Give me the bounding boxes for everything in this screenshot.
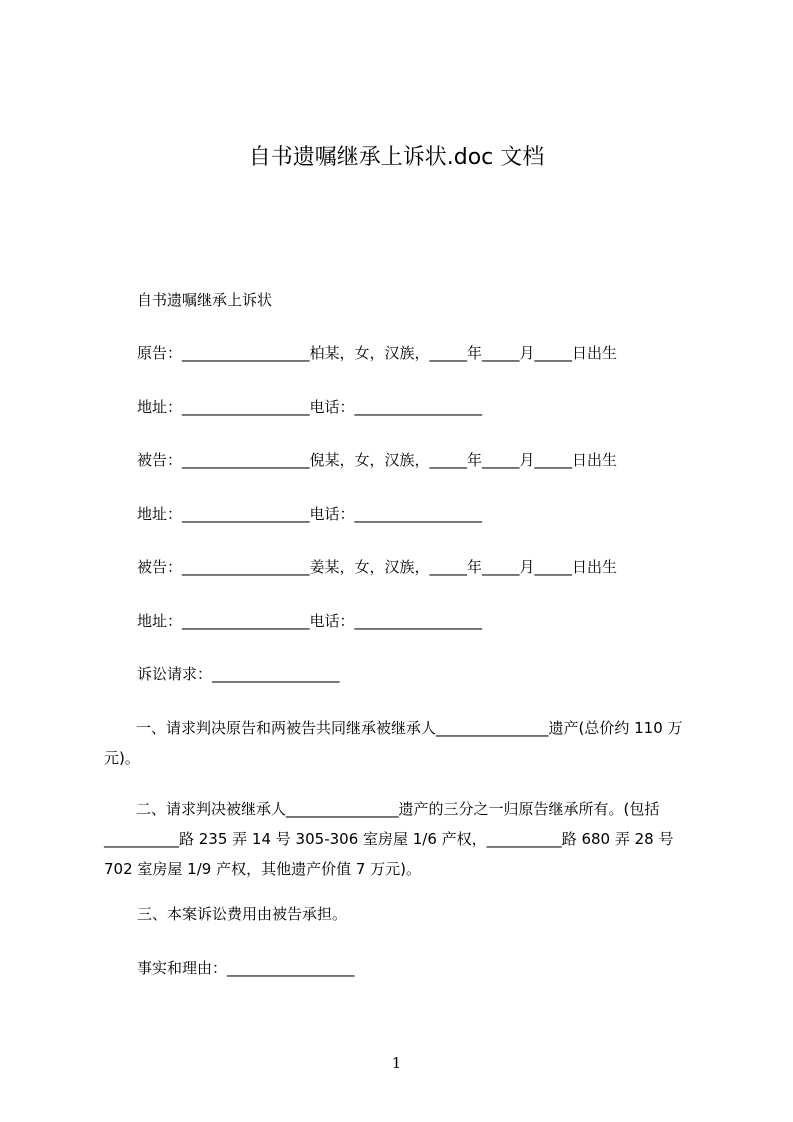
document-heading: 自书遗嘱继承上诉状 — [137, 291, 273, 309]
claim-item-1: 一、请求判决原告和两被告共同继承被继承人_______________遗产(总价约 110 万元)。 — [104, 719, 683, 767]
defendant2-line: 被告：_________________姜某，女，汉族，_____年_____月_____日出生 — [137, 558, 618, 576]
defendant1-line: 被告：_________________倪某，女，汉族，_____年_____月_____日出生 — [137, 451, 618, 469]
page-number: 1 — [391, 1054, 402, 1072]
claims-label: 诉讼请求：_________________ — [137, 665, 340, 683]
document-title: 自书遗嘱继承上诉状.doc 文档 — [248, 145, 545, 170]
plaintiff-address-line: 地址：_________________电话：_________________ — [137, 398, 483, 416]
claim-item-2: 二、请求判决被继承人_______________遗产的三分之一归原告继承所有。(包括__________路 235 弄 14 号 305-306 室房屋 1/6 产权，__________路 680 弄 28 号 702 室房屋 1/9 产权，其他遗产价值 7 万元)。 — [104, 800, 674, 878]
claim-item-3: 三、本案诉讼费用由被告承担。 — [137, 905, 348, 923]
defendant2-address-line: 地址：_________________电话：_________________ — [137, 612, 483, 630]
facts-label: 事实和理由：_________________ — [137, 959, 355, 977]
plaintiff-line: 原告：_________________柏某，女，汉族，_____年_____月_____日出生 — [137, 344, 618, 362]
defendant1-address-line: 地址：_________________电话：_________________ — [137, 505, 483, 523]
